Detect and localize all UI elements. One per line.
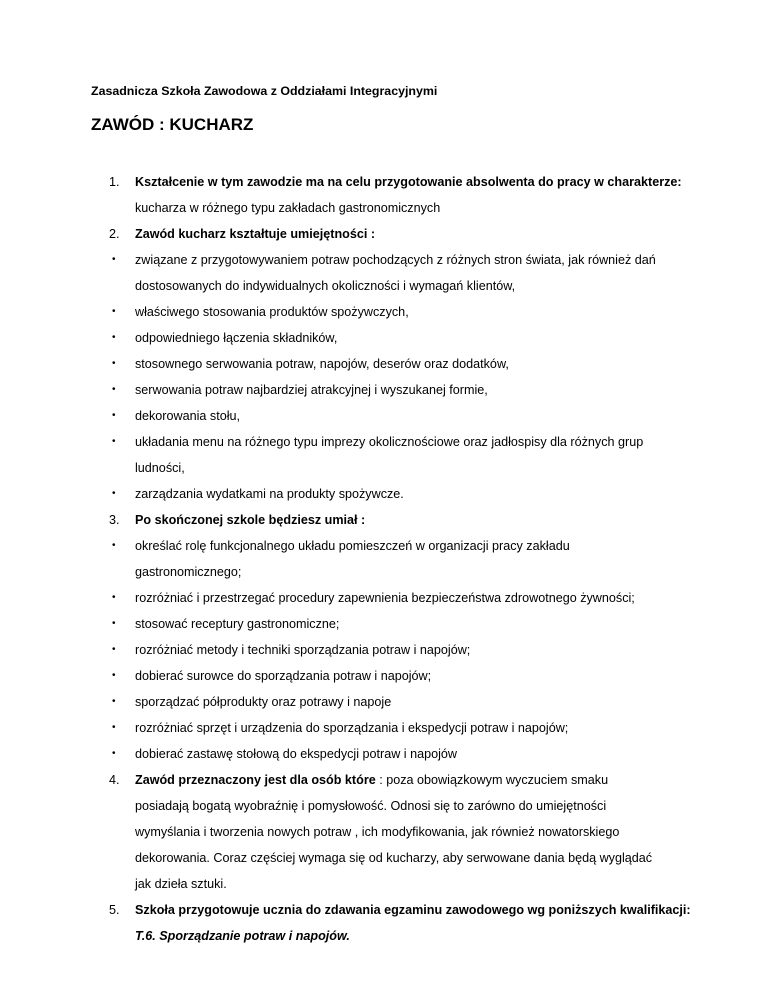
list-item-text: rozróżniać metody i techniki sporządzania potraw i napojów; (135, 643, 471, 657)
section-number: 3. (109, 513, 120, 527)
list-item (0, 328, 768, 348)
list-item-text: dobierać zastawę stołową do ekspedycji potraw i napojów (135, 747, 458, 761)
bullet-icon: • (112, 306, 116, 317)
list-item-text: gastronomicznego; (135, 565, 242, 579)
list-item-text: stosować receptury gastronomiczne; (135, 617, 340, 631)
section-1-text-line (0, 198, 768, 218)
bullet-icon: • (112, 748, 116, 759)
page-title: ZAWÓD : KUCHARZ (91, 115, 254, 134)
list-item (0, 250, 768, 270)
paragraph-text: wymyślania i tworzenia nowych potraw , ich modyfikowania, jak również nowatorskiego (135, 825, 620, 839)
paragraph-text: kucharza w różnego typu zakładach gastronomicznych (135, 201, 441, 215)
bullet-icon: • (112, 436, 116, 447)
section-number: 2. (109, 227, 120, 241)
section-heading: Po skończonej szkole będziesz umiał : (135, 513, 366, 527)
paragraph-line (0, 822, 768, 842)
qualification-text: T.6. Sporządzanie potraw i napojów. (135, 929, 350, 943)
list-item-text: sporządzać półprodukty oraz potrawy i napoje (135, 695, 392, 709)
list-item (0, 432, 768, 452)
list-item (0, 640, 768, 660)
paragraph-text: jak dzieła sztuki. (135, 877, 227, 891)
list-item-text: dekorowania stołu, (135, 409, 241, 423)
bullet-icon: • (112, 358, 116, 369)
section-number: 4. (109, 773, 120, 787)
section-heading: Zawód przeznaczony jest dla osób które (135, 773, 376, 787)
bullet-icon: • (112, 618, 116, 629)
paragraph-text: dekorowania. Coraz częściej wymaga się od kucharzy, aby serwowane dania będą wyglądać (135, 851, 653, 865)
bullet-icon: • (112, 410, 116, 421)
section-4-heading-line (0, 770, 768, 790)
list-item-text: odpowiedniego łączenia składników, (135, 331, 338, 345)
bullet-icon: • (112, 488, 116, 499)
section-5-heading-line (0, 900, 768, 920)
section-2-heading-line (0, 224, 768, 244)
list-item (0, 380, 768, 400)
section-heading: Kształcenie w tym zawodzie ma na celu przygotowanie absolwenta do pracy w charakterze: (135, 175, 682, 189)
list-item (0, 718, 768, 738)
paragraph-line (0, 848, 768, 868)
bullet-icon: • (112, 384, 116, 395)
list-item-text: zarządzania wydatkami na produkty spożywcze. (135, 487, 404, 501)
list-item (0, 692, 768, 712)
list-item (0, 354, 768, 374)
section-3-heading-line (0, 510, 768, 530)
bullet-icon: • (112, 254, 116, 265)
list-item-text: dostosowanych do indywidualnych okoliczności i wymagań klientów, (135, 279, 516, 293)
paragraph-line (0, 874, 768, 894)
list-item-continuation (0, 458, 768, 478)
list-item-text: ludności, (135, 461, 185, 475)
bullet-icon: • (112, 722, 116, 733)
section-heading: Szkoła przygotowuje ucznia do zdawania egzaminu zawodowego wg poniższych kwalifikacji: (135, 903, 691, 917)
list-item-text: układania menu na różnego typu imprezy okolicznościowe oraz jadłospisy dla różnych grup (135, 435, 644, 449)
section-number: 5. (109, 903, 120, 917)
bullet-icon: • (112, 644, 116, 655)
list-item-continuation (0, 562, 768, 582)
paragraph-line (0, 796, 768, 816)
school-name: Zasadnicza Szkoła Zawodowa z Oddziałami Integracyjnymi (91, 84, 438, 98)
bullet-icon: • (112, 696, 116, 707)
list-item-text: serwowania potraw najbardziej atrakcyjnej i wyszukanej formie, (135, 383, 488, 397)
list-item-continuation (0, 276, 768, 296)
qualification-line (0, 926, 768, 946)
list-item-text: dobierać surowce do sporządzania potraw i napojów; (135, 669, 432, 683)
section-heading-wrap (135, 770, 608, 790)
list-item-text: związane z przygotowywaniem potraw pochodzących z różnych stron świata, jak również dań (135, 253, 656, 267)
list-item-text: rozróżniać sprzęt i urządzenia do sporządzania i ekspedycji potraw i napojów; (135, 721, 569, 735)
list-item (0, 744, 768, 764)
list-item (0, 536, 768, 556)
list-item (0, 588, 768, 608)
list-item-text: rozróżniać i przestrzegać procedury zapewnienia bezpieczeństwa zdrowotnego żywności; (135, 591, 635, 605)
bullet-icon: • (112, 592, 116, 603)
list-item-text: stosownego serwowania potraw, napojów, deserów oraz dodatków, (135, 357, 509, 371)
bullet-icon: • (112, 670, 116, 681)
bullet-icon: • (112, 332, 116, 343)
section-heading-rest: : poza obowiązkowym wyczuciem smaku (375, 773, 609, 787)
section-1-heading-line (0, 172, 768, 192)
list-item-text: właściwego stosowania produktów spożywczych, (135, 305, 409, 319)
list-item (0, 614, 768, 634)
list-item-text: określać rolę funkcjonalnego układu pomieszczeń w organizacji pracy zakładu (135, 539, 570, 553)
document-body (0, 172, 768, 952)
section-heading: Zawód kucharz kształtuje umiejętności : (135, 227, 376, 241)
list-item (0, 484, 768, 504)
list-item (0, 302, 768, 322)
section-number: 1. (109, 175, 120, 189)
bullet-icon: • (112, 540, 116, 551)
list-item (0, 666, 768, 686)
paragraph-text: posiadają bogatą wyobraźnię i pomysłowość. Odnosi się to zarówno do umiejętności (135, 799, 607, 813)
list-item (0, 406, 768, 426)
